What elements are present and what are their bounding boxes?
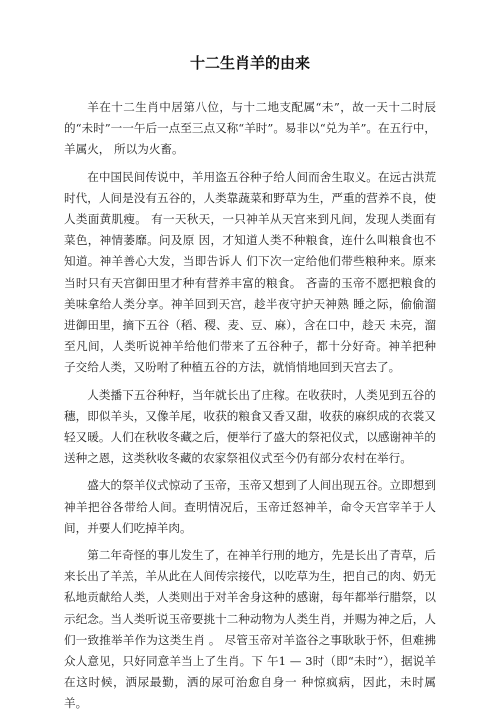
paragraph-5: 第二年奇怪的事儿发生了，在神羊行刑的地方，先是长出了青草，后来长出了羊羔，羊从此在人间传宗接代，以吃草为生，把自己的肉、奶无私地贡献给人类，人类则出于对羊舍身这种的感谢，每年都举行腊祭，以示纪念。当人类听说玉帝要挑十二种动物为人类生肖，并赐为神之后，人们一致推举羊作为这类生肖 。 尽管玉帝对羊盗谷之事耿耿于怀，但难拂众人意见，只好同意羊当上了生肖。下 午1 — 3时（即“未时”），据说羊在这时候，洒尿最勤，洒的尿可治愈自身一 种惊疯病，因此，未时属羊。: [64, 548, 436, 711]
paragraph-3: 人类播下五谷种籽，当年就长出了庄稼。在收获时，人类见到五谷的穗，即似羊头，又像羊尾，收获的粮食又香又甜，收获的麻织成的衣裳又轻又暖。人们在秋收冬藏之后，便举行了盛大的祭祀仪式，以感谢神羊的送种之恩，这类秋收冬藏的农家祭祖仪式至今仍有部分农村在举行。: [64, 387, 436, 466]
document-title: 十二生肖羊的由来: [189, 54, 310, 72]
paragraph-4: 盛大的祭羊仪式惊动了玉帝，玉帝又想到了人间出现五谷。立即想到神羊把谷各带给人间。查明情况后，玉帝迁怒神羊，命令天宫宰羊于人间，并要人们吃掉羊肉。: [64, 478, 436, 535]
paragraph-2: 在中国民间传说中，羊用盗五谷种子给人间而舍生取义。在远古洪荒时代，人间是没有五谷的，人类靠蔬菜和野草为生，严重的营养不良，使人类面黄肌瘦。 有一天秋天，一只神羊从天宫来到凡间，发现人类面有菜色，神情萎靡。问及原 因，才知道人类不种粮食，连什么叫粮食也不知道。神羊善心大发，当即告诉人 们下次一定给他们带些粮种来。原来当时只有天宫御田里才种有营养丰富的粮食。 吝啬的玉帝不愿把粮食的美味拿给人类分享。神羊回到天宫，趁半夜守护天神熟 睡之际，偷偷溜进御田里，摘下五谷（稻、稷、麦、豆、麻），含在口中，趁天 未亮，溜至凡间，人类听说神羊给他们带来了五谷种子，都十分好奇。神羊把种 子交给人类，又吩咐了种植五谷的方法，就悄悄地回到天宫去了。: [64, 169, 436, 375]
paragraph-1: 羊在十二生肖中居第八位，与十二地支配属“未”，故一天十二时辰的“未时”一一午后一点至三点又称“羊时”。易非以“兑为羊”。在五行中，羊属火， 所以为火畜。: [64, 100, 436, 157]
